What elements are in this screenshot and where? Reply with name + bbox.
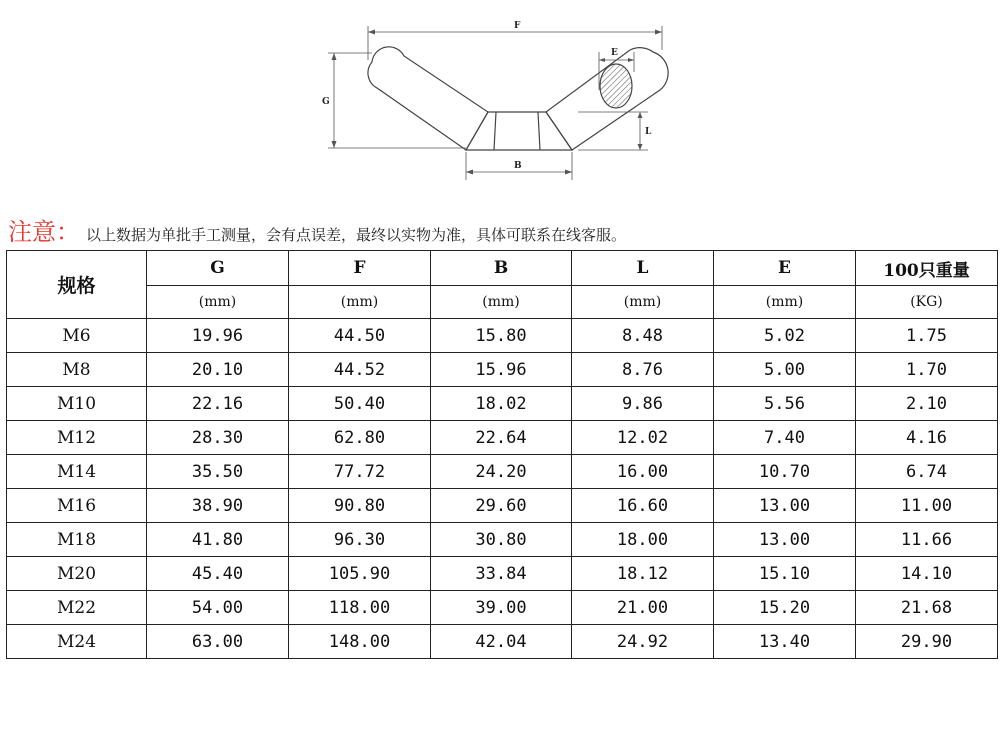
unit-l: (mm) — [572, 286, 714, 319]
dim-label-g: G — [322, 97, 330, 107]
value-cell: 16.60 — [572, 489, 714, 523]
value-cell: 18.00 — [572, 523, 714, 557]
table-row — [7, 489, 998, 523]
table-row — [7, 421, 998, 455]
value-cell: 29.60 — [431, 489, 572, 523]
value-cell: 77.72 — [289, 455, 431, 489]
value-cell: 21.00 — [572, 591, 714, 625]
size-cell: M22 — [7, 591, 147, 625]
value-cell: 35.50 — [147, 455, 289, 489]
table-row — [7, 455, 998, 489]
size-cell: M24 — [7, 625, 147, 659]
value-cell: 15.20 — [714, 591, 856, 625]
value-cell: 14.10 — [856, 557, 998, 591]
value-cell: 18.12 — [572, 557, 714, 591]
size-cell: M10 — [7, 387, 147, 421]
column-header-weight: 100只重量 — [856, 251, 998, 286]
value-cell: 41.80 — [147, 523, 289, 557]
size-cell: M14 — [7, 455, 147, 489]
unit-g: (mm) — [147, 286, 289, 319]
size-cell: M16 — [7, 489, 147, 523]
value-cell: 63.00 — [147, 625, 289, 659]
value-cell: 15.96 — [431, 353, 572, 387]
value-cell: 11.00 — [856, 489, 998, 523]
column-header-f: F — [289, 251, 431, 286]
dim-label-l: L — [645, 127, 652, 137]
value-cell: 90.80 — [289, 489, 431, 523]
value-cell: 15.80 — [431, 319, 572, 353]
unit-e: (mm) — [714, 286, 856, 319]
value-cell: 8.76 — [572, 353, 714, 387]
value-cell: 13.00 — [714, 489, 856, 523]
value-cell: 24.92 — [572, 625, 714, 659]
dim-label-f: F — [514, 21, 521, 31]
measurement-note — [8, 212, 627, 246]
table-row — [7, 353, 998, 387]
value-cell: 24.20 — [431, 455, 572, 489]
value-cell: 33.84 — [431, 557, 572, 591]
value-cell: 45.40 — [147, 557, 289, 591]
spec-header: 规格 — [7, 251, 147, 319]
unit-row — [7, 286, 998, 319]
value-cell: 5.02 — [714, 319, 856, 353]
value-cell: 15.10 — [714, 557, 856, 591]
value-cell: 6.74 — [856, 455, 998, 489]
note-text: 以上数据为单批手工测量，会有点误差，最终以实物为准，具体可联系在线客服。 — [86, 226, 627, 244]
header-row — [7, 251, 998, 286]
value-cell: 20.10 — [147, 353, 289, 387]
value-cell: 22.64 — [431, 421, 572, 455]
column-header-l: L — [572, 251, 714, 286]
size-cell: M20 — [7, 557, 147, 591]
value-cell: 44.52 — [289, 353, 431, 387]
value-cell: 4.16 — [856, 421, 998, 455]
value-cell: 13.00 — [714, 523, 856, 557]
dim-label-e: E — [611, 48, 618, 58]
value-cell: 18.02 — [431, 387, 572, 421]
dim-label-b: B — [514, 161, 522, 171]
note-label: 注意： — [8, 218, 80, 246]
value-cell: 22.16 — [147, 387, 289, 421]
value-cell: 105.90 — [289, 557, 431, 591]
value-cell: 28.30 — [147, 421, 289, 455]
value-cell: 21.68 — [856, 591, 998, 625]
value-cell: 13.40 — [714, 625, 856, 659]
unit-f: (mm) — [289, 286, 431, 319]
value-cell: 1.70 — [856, 353, 998, 387]
value-cell: 62.80 — [289, 421, 431, 455]
value-cell: 11.66 — [856, 523, 998, 557]
table-row — [7, 625, 998, 659]
value-cell: 16.00 — [572, 455, 714, 489]
table-row — [7, 523, 998, 557]
spec-table-body — [7, 319, 998, 659]
value-cell: 19.96 — [147, 319, 289, 353]
value-cell: 1.75 — [856, 319, 998, 353]
value-cell: 30.80 — [431, 523, 572, 557]
value-cell: 2.10 — [856, 387, 998, 421]
value-cell: 118.00 — [289, 591, 431, 625]
value-cell: 9.86 — [572, 387, 714, 421]
wing-nut-diagram — [0, 0, 1000, 200]
value-cell: 148.00 — [289, 625, 431, 659]
value-cell: 5.56 — [714, 387, 856, 421]
size-cell: M12 — [7, 421, 147, 455]
table-row — [7, 387, 998, 421]
value-cell: 8.48 — [572, 319, 714, 353]
table-row — [7, 591, 998, 625]
table-row — [7, 319, 998, 353]
value-cell: 12.02 — [572, 421, 714, 455]
spec-table — [6, 250, 998, 659]
value-cell: 50.40 — [289, 387, 431, 421]
value-cell: 10.70 — [714, 455, 856, 489]
column-header-e: E — [714, 251, 856, 286]
value-cell: 5.00 — [714, 353, 856, 387]
value-cell: 44.50 — [289, 319, 431, 353]
value-cell: 29.90 — [856, 625, 998, 659]
size-cell: M18 — [7, 523, 147, 557]
value-cell: 42.04 — [431, 625, 572, 659]
value-cell: 39.00 — [431, 591, 572, 625]
value-cell: 7.40 — [714, 421, 856, 455]
column-header-g: G — [147, 251, 289, 286]
value-cell: 96.30 — [289, 523, 431, 557]
size-cell: M6 — [7, 319, 147, 353]
size-cell: M8 — [7, 353, 147, 387]
unit-weight: (KG) — [856, 286, 998, 319]
table-row — [7, 557, 998, 591]
column-header-b: B — [431, 251, 572, 286]
value-cell: 54.00 — [147, 591, 289, 625]
hatched-section — [600, 64, 632, 108]
unit-b: (mm) — [431, 286, 572, 319]
value-cell: 38.90 — [147, 489, 289, 523]
